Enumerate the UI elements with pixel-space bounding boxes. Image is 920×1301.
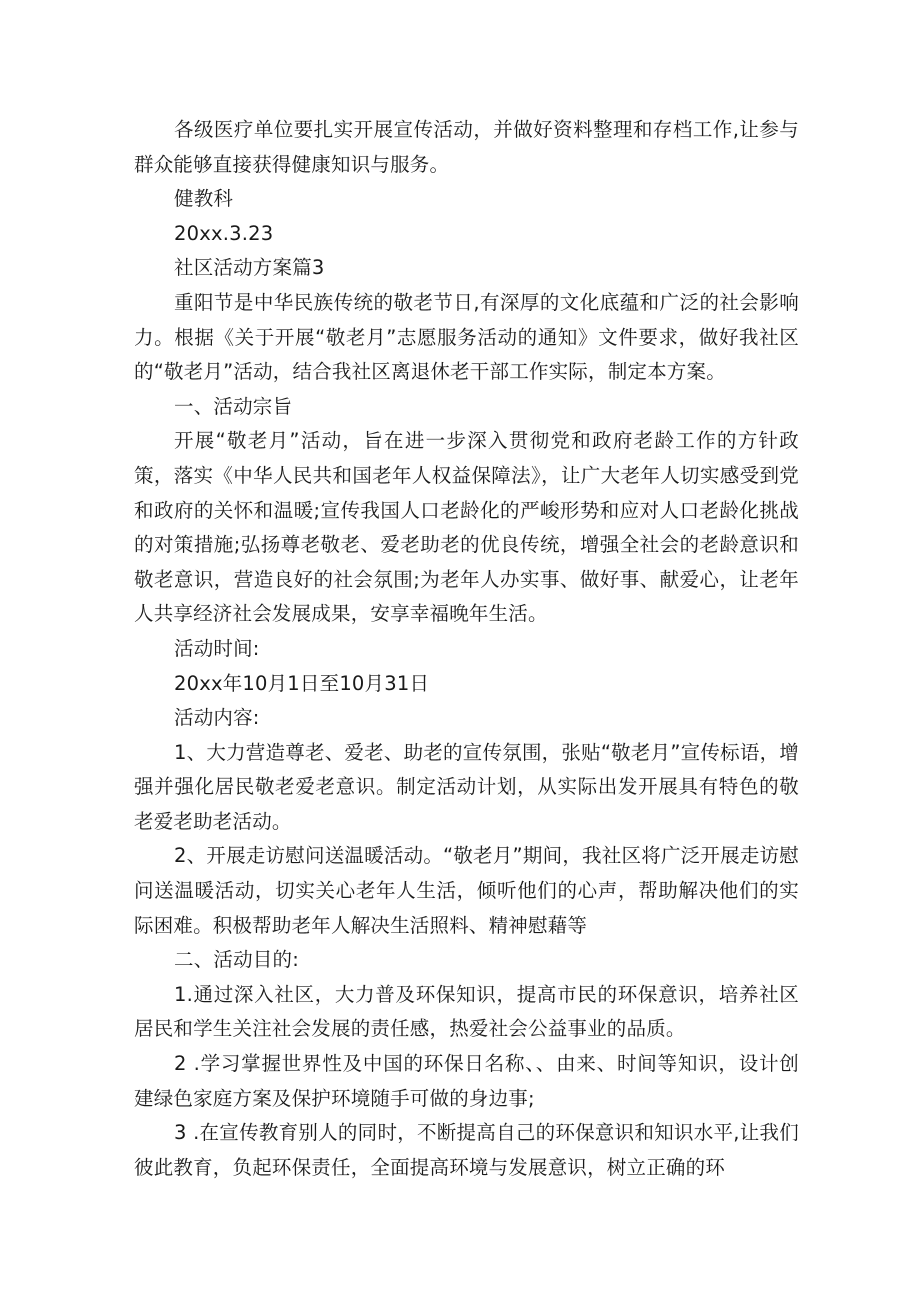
document-body: [134, 113, 799, 1185]
goal-item-3: 3 .在宣传教育别人的同时，不断提高自己的环保意识和知识水平,让我们彼此教育，负起环保责任，全面提高环境与发展意识，树立正确的环: [134, 1121, 799, 1179]
paragraph-department: 健教科: [174, 187, 234, 211]
paragraph-date: 20xx.3.23: [174, 221, 274, 245]
content-item-1: 1、大力营造尊老、爱老、助老的宣传氛围，张贴“敬老月”宣传标语，增强并强化居民敬老爱老意识。制定活动计划，从实际出发开展具有特色的敬老爱老助老活动。: [134, 740, 799, 833]
heading-purpose: 一、活动宗旨: [174, 394, 293, 418]
value-activity-time: 20xx年10月1日至10月31日: [174, 671, 430, 695]
label-activity-time: 活动时间:: [174, 636, 260, 660]
paragraph-intro: 重阳节是中华民族传统的敬老节日,有深厚的文化底蕴和广泛的社会影响力。根据《关于开展“敬老月”志愿服务活动的通知》文件要求，做好我社区的“敬老月”活动，结合我社区离退休老干部工作实际，制定本方案。: [134, 290, 799, 384]
paragraph-medical-units: 各级医疗单位要扎实开展宣传活动，并做好资料整理和存档工作,让参与群众能够直接获得健康知识与服务。: [134, 118, 799, 176]
paragraph-purpose: 开展“敬老月”活动，旨在进一步深入贯彻党和政府老龄工作的方针政策，落实《中华人民共和国老年人权益保障法》，让广大老年人切实感受到党和政府的关怀和温暖;宣传我国人口老龄化的严峻形势和应对人口老龄化挑战的对策措施;弘扬尊老敬老、爱老助老的优良传统，增强全社会的老龄意识和敬老意识，营造良好的社会氛围;为老年人办实事、做好事、献爱心，让老年人共享经济社会发展成果，安享幸福晚年生活。: [134, 429, 799, 626]
heading-goals: 二、活动目的:: [174, 948, 299, 972]
content-item-2: 2、开展走访慰问送温暖活动。“敬老月”期间，我社区将广泛开展走访慰问送温暖活动，切实关心老年人生活，倾听他们的心声，帮助解决他们的实际困难。积极帮助老年人解决生活照料、精神慰藉等: [134, 844, 799, 937]
goal-item-2: 2 .学习掌握世界性及中国的环保日名称、、由来、时间等知识，设计创建绿色家庭方案及保护环境随手可做的身边事;: [134, 1052, 799, 1110]
label-activity-content: 活动内容:: [174, 706, 260, 730]
section-title: 社区活动方案篇3: [174, 256, 325, 280]
goal-item-1: 1.通过深入社区，大力普及环保知识，提高市民的环保意识，培养社区居民和学生关注社会发展的责任感，热爱社会公益事业的品质。: [134, 982, 799, 1041]
